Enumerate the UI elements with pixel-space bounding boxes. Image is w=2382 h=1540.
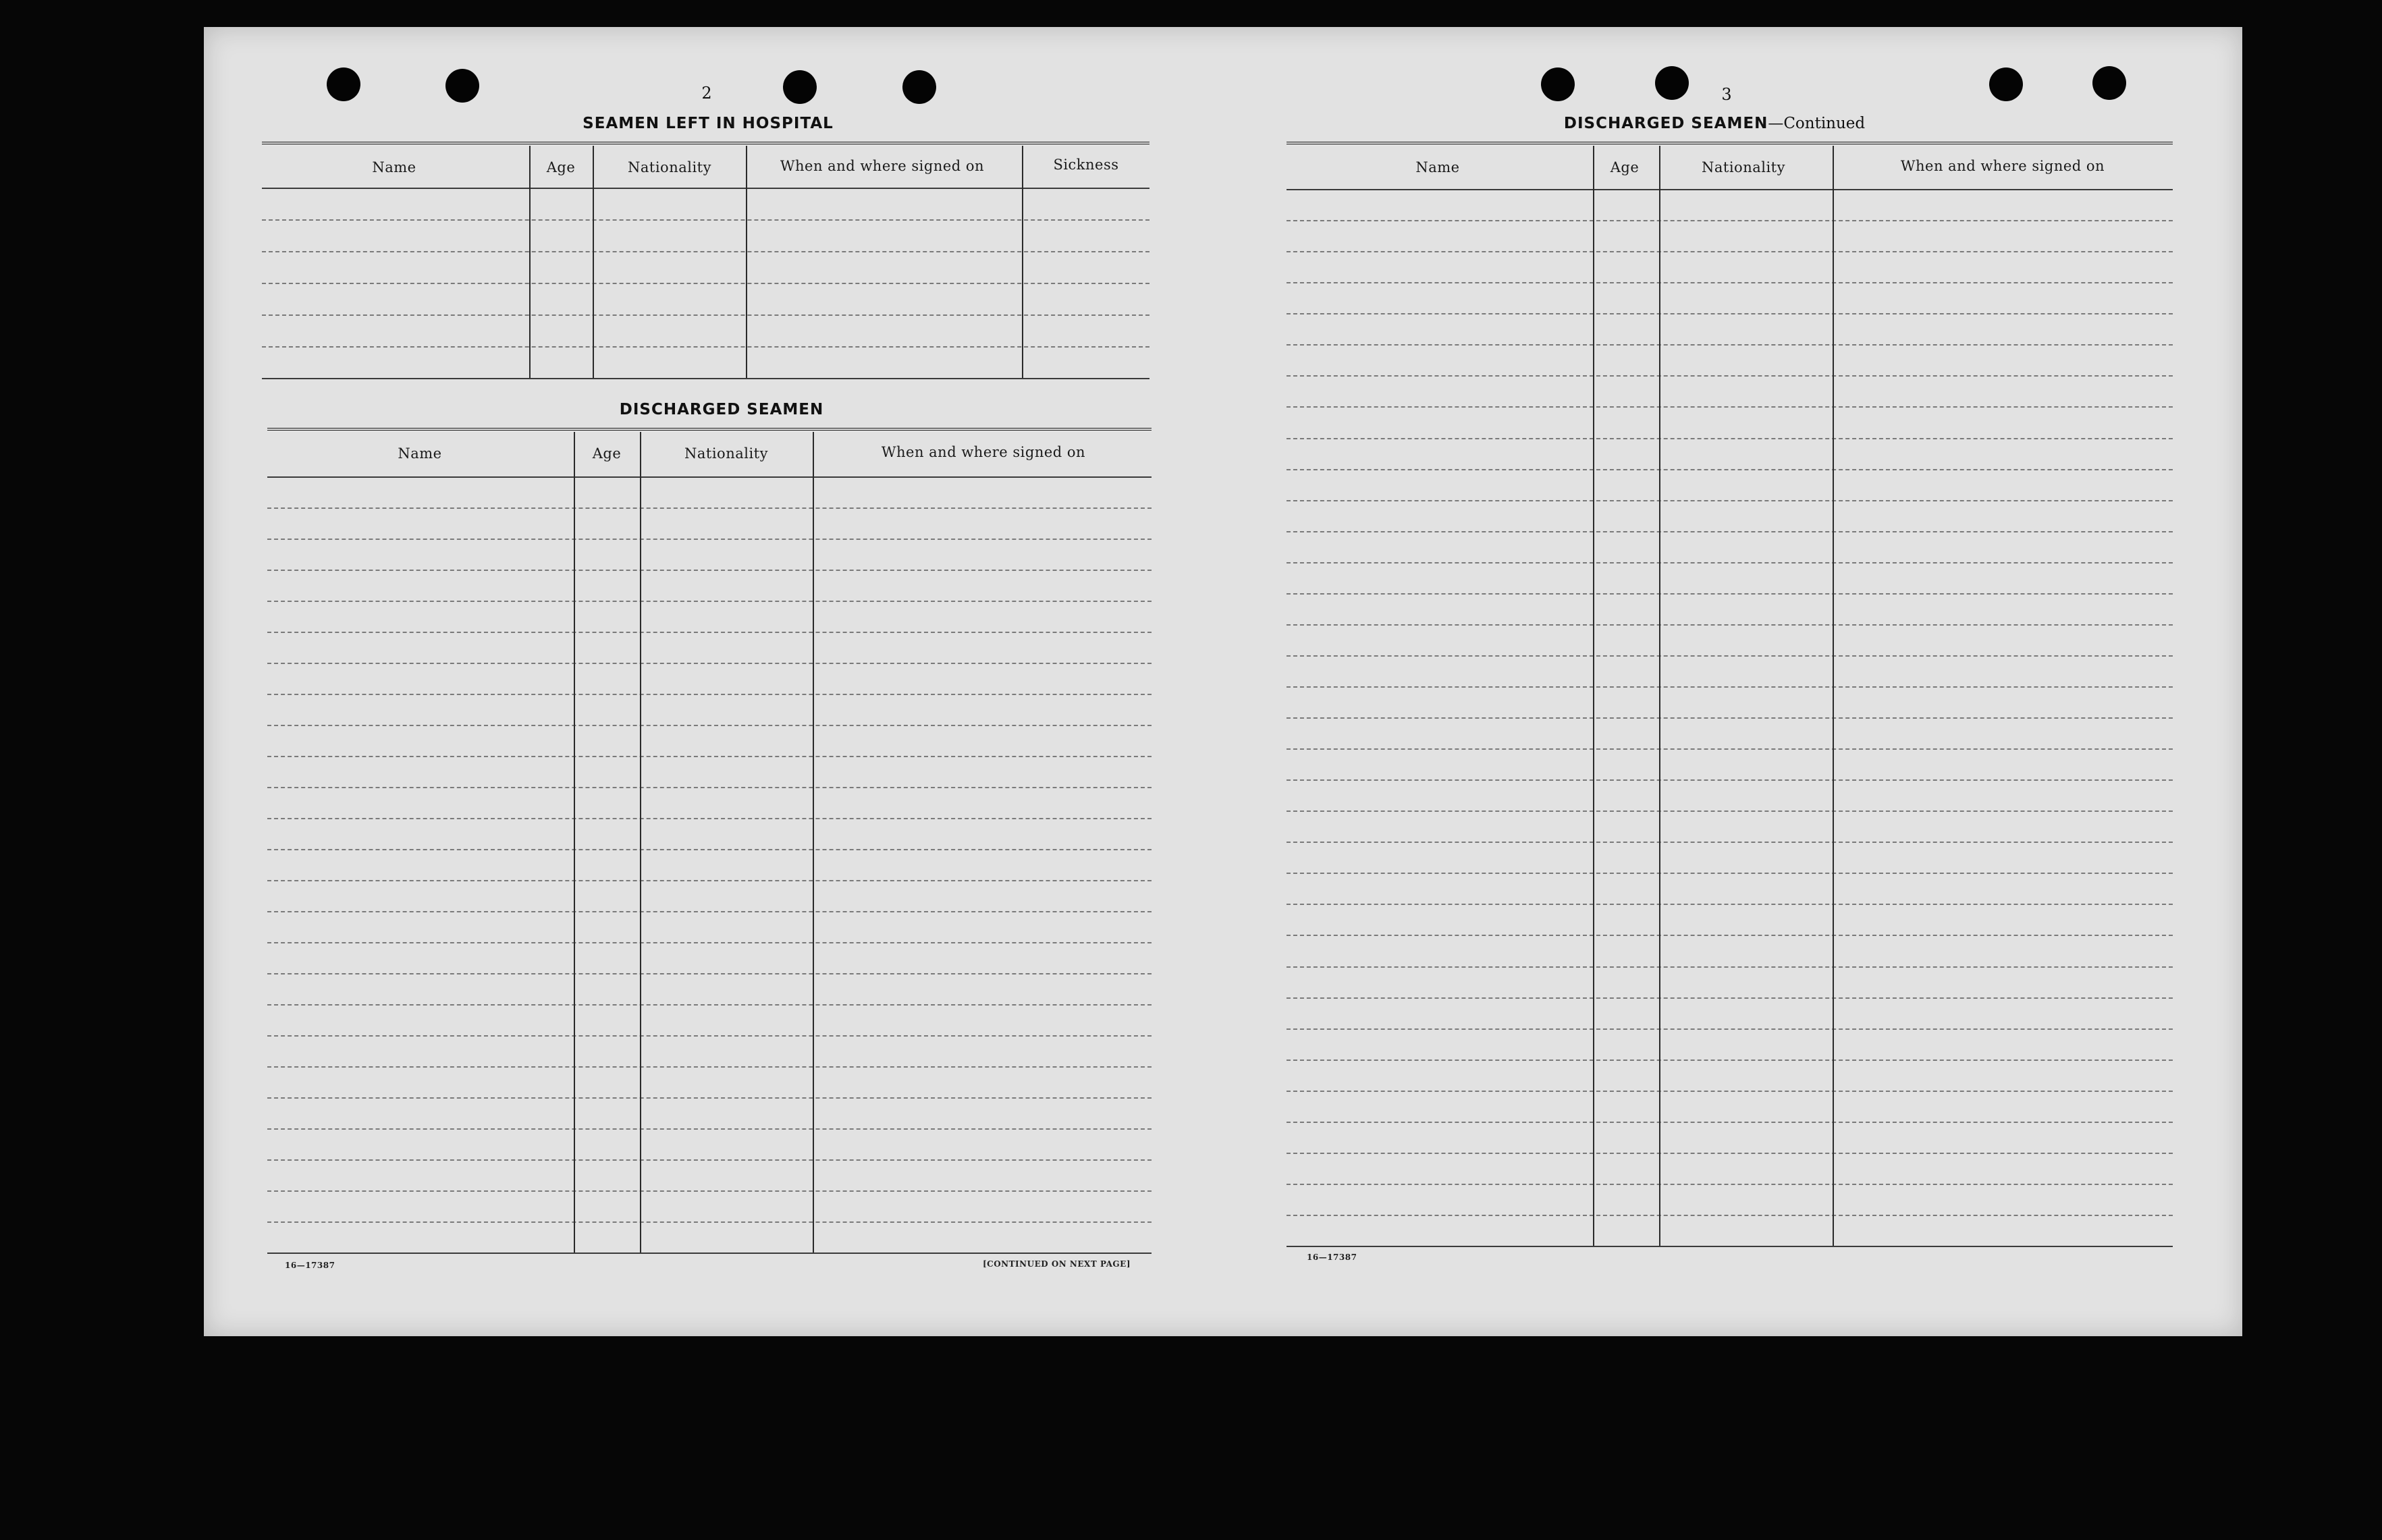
table-row (1287, 375, 2173, 377)
column-header-nationality: Nationality (628, 159, 711, 175)
table-row (267, 973, 1152, 974)
punch-hole (902, 70, 936, 104)
table-row (267, 725, 1152, 726)
table-row (1287, 406, 2173, 408)
table-row (267, 570, 1152, 571)
table-row (267, 507, 1152, 509)
table-row (267, 632, 1152, 633)
table-row (1287, 282, 2173, 283)
table-row (1287, 1060, 2173, 1061)
right-page-title (1564, 115, 1865, 132)
table-row (262, 219, 1149, 221)
table-row (262, 314, 1149, 316)
punch-hole (445, 69, 479, 103)
table-row (267, 1128, 1152, 1130)
column-header-age: Age (1610, 159, 1640, 175)
table-row (1287, 531, 2173, 532)
table-row (267, 756, 1152, 757)
column-header-name: Name (1415, 159, 1460, 175)
table-row (262, 283, 1149, 284)
table-row (1287, 873, 2173, 874)
hospital-table-title: SEAMEN LEFT IN HOSPITAL (583, 115, 834, 132)
table-row (1287, 1153, 2173, 1154)
punch-hole (327, 67, 360, 101)
column-divider (593, 146, 594, 378)
discharged-table-title: DISCHARGED SEAMEN (619, 401, 824, 418)
table-row (267, 880, 1152, 881)
column-header-name: Name (372, 159, 416, 175)
header-underline (267, 476, 1152, 478)
table-row (1287, 1246, 2173, 1247)
table-row (1287, 438, 2173, 439)
table-row (267, 1004, 1152, 1006)
table-row (267, 1066, 1152, 1068)
table-row (1287, 842, 2173, 843)
column-divider (1022, 146, 1023, 378)
header-underline (1287, 189, 2173, 190)
table-row (262, 251, 1149, 252)
column-header-name: Name (398, 445, 442, 462)
column-divider (1593, 146, 1594, 1246)
table-row (1287, 748, 2173, 750)
table-row (1287, 1184, 2173, 1185)
table-row (1287, 904, 2173, 905)
table-row (267, 663, 1152, 664)
column-header-age: Age (592, 445, 622, 462)
punch-hole (1541, 67, 1575, 101)
table-top-rule (267, 428, 1152, 431)
punch-hole (2092, 66, 2126, 100)
table-row (1287, 624, 2173, 626)
form-number-right: 16—17387 (1307, 1253, 1357, 1262)
table-row (1287, 717, 2173, 719)
form-sheet (204, 27, 2242, 1336)
page-number-left: 2 (701, 84, 712, 103)
table-row (262, 378, 1149, 379)
table-row (1287, 966, 2173, 968)
column-header-nationality: Nationality (684, 445, 768, 462)
table-top-rule (262, 142, 1149, 144)
table-row (1287, 1122, 2173, 1123)
header-underline (262, 188, 1149, 189)
table-row (1287, 997, 2173, 999)
table-row (267, 1035, 1152, 1037)
table-row (267, 1159, 1152, 1161)
table-row (267, 539, 1152, 540)
table-row (1287, 655, 2173, 657)
column-header-signed-on: When and where signed on (881, 444, 1086, 460)
right-page-title-suffix: —Continued (1768, 115, 1866, 132)
table-row (267, 818, 1152, 819)
table-row (267, 787, 1152, 788)
table-row (267, 694, 1152, 695)
table-row (267, 1097, 1152, 1099)
table-row (267, 849, 1152, 850)
table-row (1287, 562, 2173, 563)
table-row (267, 1190, 1152, 1192)
column-header-signed-on: When and where signed on (1900, 158, 2105, 174)
continued-note: [CONTINUED ON NEXT PAGE] (982, 1259, 1131, 1269)
table-row (1287, 686, 2173, 688)
table-row (267, 601, 1152, 602)
column-divider (640, 432, 641, 1253)
column-divider (574, 432, 575, 1253)
form-number-left: 16—17387 (285, 1261, 335, 1270)
table-row (1287, 500, 2173, 501)
table-row (1287, 1215, 2173, 1216)
table-row (1287, 810, 2173, 812)
table-row (267, 1253, 1152, 1254)
table-row (1287, 251, 2173, 252)
column-divider (1659, 146, 1660, 1246)
table-row (1287, 469, 2173, 470)
punch-hole (1655, 66, 1689, 100)
table-row (267, 911, 1152, 912)
column-divider (1833, 146, 1834, 1246)
column-divider (813, 432, 814, 1253)
column-header-sickness: Sickness (1053, 157, 1119, 173)
table-top-rule (1287, 142, 2173, 144)
column-divider (746, 146, 747, 378)
table-row (1287, 313, 2173, 314)
table-row (267, 1221, 1152, 1223)
column-header-age: Age (546, 159, 576, 175)
column-header-nationality: Nationality (1702, 159, 1785, 175)
column-header-signed-on: When and where signed on (780, 158, 985, 174)
table-row (262, 346, 1149, 348)
right-page-title-main: DISCHARGED SEAMEN (1563, 115, 1768, 132)
page-number-right: 3 (1721, 85, 1732, 104)
table-row (1287, 779, 2173, 781)
punch-hole (783, 70, 817, 104)
table-row (1287, 220, 2173, 221)
table-row (1287, 593, 2173, 595)
table-row (1287, 1028, 2173, 1030)
column-divider (529, 146, 531, 378)
punch-hole (1989, 67, 2023, 101)
table-row (1287, 935, 2173, 936)
table-row (1287, 344, 2173, 346)
table-row (267, 942, 1152, 943)
table-row (1287, 1091, 2173, 1092)
